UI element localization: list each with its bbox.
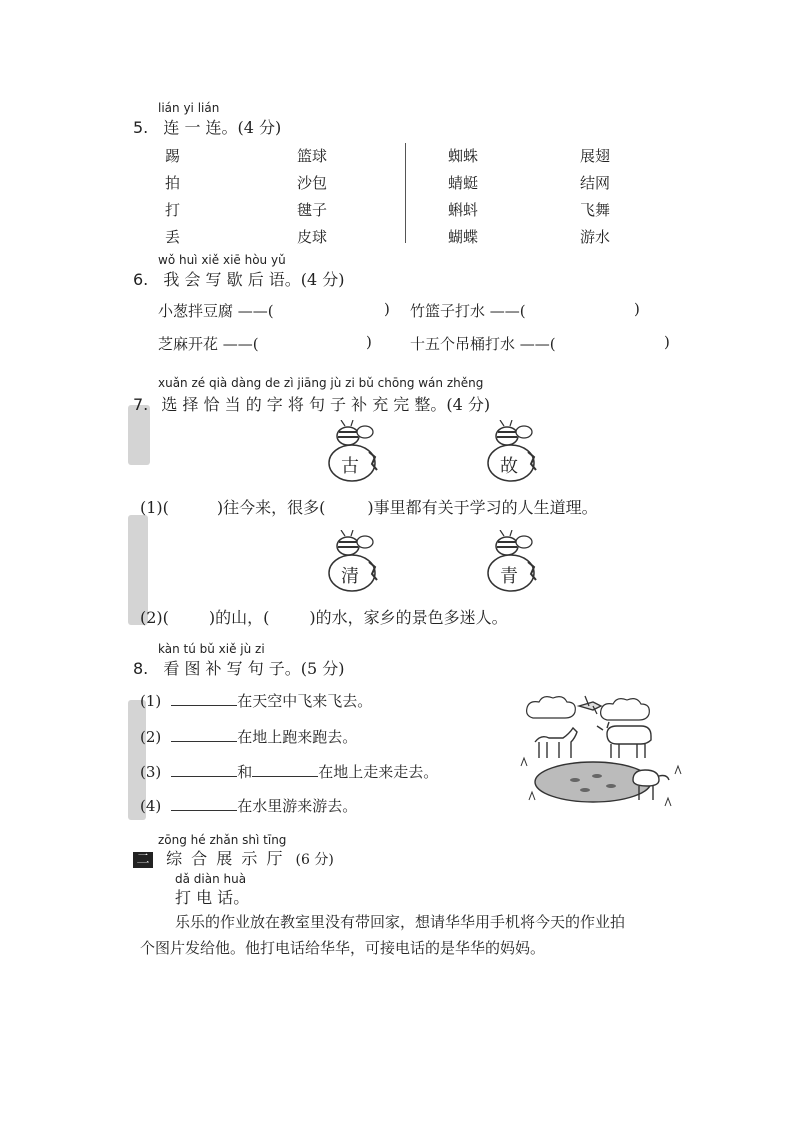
- horse-icon: [535, 728, 577, 758]
- cow-icon: [597, 722, 651, 758]
- q6-close: ): [366, 333, 372, 351]
- section-number: 二: [133, 852, 153, 868]
- match-word[interactable]: 踢: [165, 147, 181, 165]
- match-word[interactable]: 游水: [580, 228, 611, 246]
- q5-heading: [133, 115, 281, 138]
- q7-pinyin: xuǎn zé qià dàng de zì jiāng jù zi bǔ chōng wán zhěng: [158, 376, 484, 390]
- char-option: 故: [500, 456, 518, 477]
- char-option: 古: [341, 456, 359, 477]
- q5-objects: [297, 143, 327, 251]
- call-period: 。: [233, 888, 250, 907]
- q5-actions: [580, 143, 610, 251]
- match-word[interactable]: 拍: [165, 174, 181, 192]
- call-title-line: [175, 885, 249, 908]
- q6-pinyin: wǒ huì xiě xiē hòu yǔ: [158, 253, 286, 267]
- match-word[interactable]: 毽子: [297, 201, 328, 219]
- q6-score: 。(4 分): [284, 270, 345, 289]
- call-paragraph-line2: 个图片发给他。他打电话给华华，可接电话的是华华的妈妈。: [140, 939, 546, 957]
- call-pinyin: dǎ diàn huà: [175, 872, 247, 886]
- q8-sentence-4: (4) 在水里游来游去。: [140, 797, 358, 815]
- q5-pinyin: lián yi lián: [158, 101, 220, 115]
- section-pinyin: zōng hé zhǎn shì tīng: [158, 833, 287, 847]
- cloud-icon: [601, 699, 650, 720]
- section-title: 综 合 展 示 厅: [166, 849, 285, 868]
- q6-number: 6.: [133, 270, 149, 289]
- match-word[interactable]: 皮球: [297, 228, 328, 246]
- q5-divider: [405, 143, 406, 243]
- q6-title: 我 会 写 歇 后 语: [163, 270, 285, 289]
- match-word[interactable]: 蜻蜓: [448, 174, 479, 192]
- q7-number: 7.: [133, 395, 149, 414]
- match-word[interactable]: 结网: [580, 174, 611, 192]
- char-option: 清: [341, 566, 359, 587]
- q7-sentence-2: (2)( )的山，( )的水，家乡的景色多迷人。: [140, 608, 508, 627]
- match-word[interactable]: 蝴蝶: [448, 228, 479, 246]
- q6-item4: 十五个吊桶打水 ——(: [410, 335, 556, 353]
- answer-blank[interactable]: [171, 796, 237, 811]
- match-word[interactable]: 沙包: [297, 174, 328, 192]
- q8-sentence-2: (2) 在地上跑来跑去。: [140, 728, 358, 746]
- q6-item2: 竹篮子打水 ——(: [410, 302, 526, 320]
- sheep-icon: [633, 770, 669, 800]
- q5-title: 连 一 连: [163, 118, 222, 137]
- bird-icon: [579, 696, 601, 714]
- q7-score: 。(4 分): [430, 395, 491, 414]
- section-score: (6 分): [295, 852, 334, 868]
- q5-insects: [448, 143, 478, 251]
- q8-score: 。(5 分): [284, 659, 345, 678]
- q5-score: 。(4 分): [221, 118, 282, 137]
- q6-heading: [133, 267, 345, 290]
- call-title: 打 电 话: [175, 888, 234, 907]
- answer-blank[interactable]: [171, 691, 237, 706]
- q8-heading: [133, 656, 345, 679]
- q7-title: 选 择 恰 当 的 字 将 句 子 补 充 完 整: [161, 395, 431, 414]
- q6-item3: 芝麻开花 ——(: [158, 335, 259, 353]
- q5-verbs: [165, 143, 180, 251]
- q8-sentence-1: (1) 在天空中飞来飞去。: [140, 692, 373, 710]
- answer-blank[interactable]: [171, 762, 237, 777]
- q8-number: 8.: [133, 659, 149, 678]
- char-option: 青: [500, 566, 518, 587]
- answer-blank[interactable]: [171, 727, 237, 742]
- cloud-icon: [527, 697, 576, 718]
- q5-number: 5.: [133, 118, 149, 137]
- q6-item1: 小葱拌豆腐 ——(: [158, 302, 274, 320]
- match-word[interactable]: 蝌蚪: [448, 201, 479, 219]
- q8-sentence-3: (3) 和 在地上走来走去。: [140, 763, 439, 781]
- animal-scene-illustration: [515, 690, 685, 810]
- match-word[interactable]: 打: [165, 201, 181, 219]
- q6-close: ): [664, 333, 670, 351]
- match-word[interactable]: 丢: [165, 228, 181, 246]
- match-word[interactable]: 飞舞: [580, 201, 611, 219]
- q8-title: 看 图 补 写 句 子: [163, 659, 285, 678]
- q6-close: ): [384, 300, 390, 318]
- q7-heading: [133, 392, 490, 415]
- match-word[interactable]: 展翅: [580, 147, 611, 165]
- match-word[interactable]: 篮球: [297, 147, 328, 165]
- q8-pinyin: kàn tú bǔ xiě jù zi: [158, 642, 265, 656]
- q7-sentence-1: (1)( )往今来，很多( )事里都有关于学习的人生道理。: [140, 498, 598, 517]
- answer-blank[interactable]: [252, 762, 318, 777]
- match-word[interactable]: 蜘蛛: [448, 147, 479, 165]
- call-paragraph-line1: 乐乐的作业放在教室里没有带回家，想请华华用手机将今天的作业拍: [175, 913, 626, 931]
- q6-close: ): [634, 300, 640, 318]
- section-heading: [133, 846, 334, 869]
